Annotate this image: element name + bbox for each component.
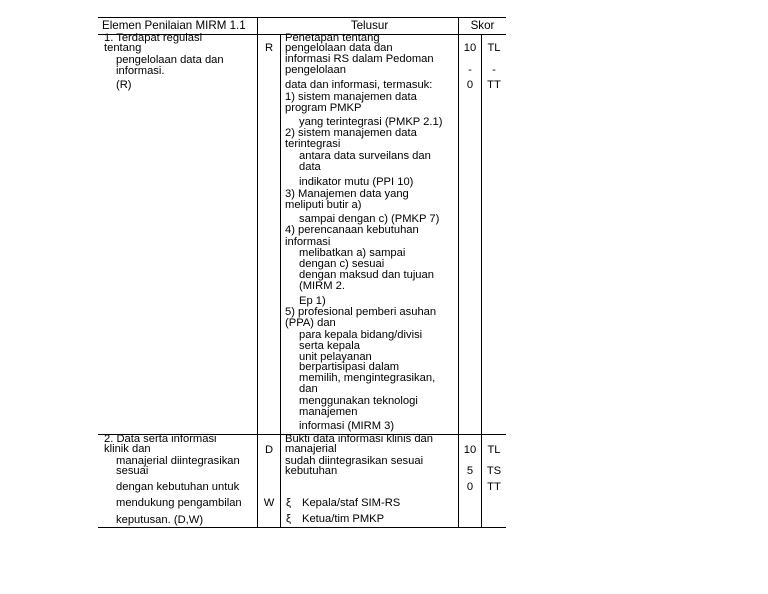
row1-score-value: - [468, 64, 472, 76]
row1-telusur-line: berpartisipasi dalam [299, 361, 400, 373]
row2-elemen-line: sesuai [116, 465, 149, 477]
row1-score-value: 0 [466, 79, 474, 91]
row2-method: W [263, 497, 275, 509]
row1-telusur-line: manajemen [299, 406, 358, 418]
row2-elemen-line: mendukung pengambilan [116, 497, 242, 509]
row1-telusur-line: (PPA) dan [285, 317, 336, 329]
row1-telusur-line: 1) sistem manajemen data [285, 91, 417, 103]
row2-score-value: 5 [466, 465, 474, 477]
row1-telusur-line: memilih, mengintegrasikan, [299, 372, 436, 384]
row1-telusur-line: antara data surveilans dan [299, 150, 431, 162]
row2-elemen-line: manajerial diintegrasikan [116, 455, 240, 467]
row1-elemen-line: tentang [104, 42, 142, 54]
column-divider-method [280, 34, 281, 528]
row1-telusur-line: 5) profesional pemberi asuhan [285, 306, 437, 318]
row1-elemen-line: informasi. [116, 65, 165, 77]
row2-method: D [264, 444, 274, 456]
row1-telusur-line: data [299, 161, 321, 173]
row1-telusur-line: dengan maksud dan tujuan [299, 269, 434, 281]
row1-elemen-line: pengelolaan data dan [116, 54, 224, 66]
row1-telusur-line: pengelolaan data dan [285, 42, 393, 54]
row1-telusur-line: Ep 1) [299, 295, 326, 307]
row1-telusur-line: menggunakan teknologi [299, 395, 418, 407]
row1-telusur-line: data dan informasi, termasuk: [285, 79, 433, 91]
bullet-icon: ξ [286, 497, 292, 509]
bullet-icon: ξ [286, 513, 292, 525]
row1-telusur-line: pengelolaan [285, 64, 346, 76]
row1-method: R [264, 42, 274, 54]
row1-telusur-line: terintegrasi [285, 138, 341, 150]
row1-elemen-line: 1. Terdapat regulasi [104, 32, 203, 44]
row1-telusur-line: indikator mutu (PPI 10) [299, 176, 414, 188]
row2-elemen-line: dengan kebutuhan untuk [116, 481, 240, 493]
row2-telusur-bullet: Ketua/tim PMKP [302, 513, 385, 525]
row1-telusur-line: sampai dengan c) (PMKP 7) [299, 213, 440, 225]
row1-telusur-line: serta kepala [299, 340, 360, 352]
row2-score-value: 10 [463, 444, 477, 456]
row1-score-value: 10 [463, 42, 477, 54]
row1-score-label: TL [487, 42, 501, 54]
row1-telusur-line: dengan c) sesuai [299, 258, 385, 270]
row1-telusur-line: 2) sistem manajemen data [285, 127, 417, 139]
row1-telusur-line: 4) perencanaan kebutuhan [285, 224, 419, 236]
header-elemen: Elemen Penilaian MIRM 1.1 [102, 19, 246, 32]
row1-telusur-line: (MIRM 2. [299, 280, 345, 292]
table-top-border [98, 17, 506, 18]
row2-telusur-bullet: Kepala/staf SIM-RS [302, 497, 401, 509]
row1-telusur-line: informasi RS dalam Pedoman [285, 53, 434, 65]
row2-telusur-line: kebutuhan [285, 465, 338, 477]
row1-telusur-line: para kepala bidang/divisi [299, 329, 423, 341]
row1-telusur-line: informasi (MIRM 3) [299, 420, 395, 432]
row2-score-label: TS [486, 465, 502, 477]
header-telusur: Telusur [350, 19, 389, 32]
row2-score-value: 0 [466, 481, 474, 493]
row1-telusur-line: program PMKP [285, 102, 362, 114]
row2-telusur-line: Bukti data informasi klinis dan [285, 433, 433, 445]
table-bottom-border [98, 527, 506, 528]
row1-telusur-line: unit pelayanan [299, 351, 372, 363]
row2-elemen-line: klinik dan [104, 443, 151, 455]
row1-telusur-line: 3) Manajemen data yang [285, 188, 409, 200]
row1-elemen-line: (R) [116, 79, 132, 91]
row1-telusur-line: meliputi butir a) [285, 199, 362, 211]
header-skor: Skor [470, 19, 495, 32]
row1-telusur-line: melibatkan a) sampai [299, 247, 406, 259]
row1-telusur-line: yang terintegrasi (PMKP 2.1) [299, 116, 443, 128]
row1-score-label: TT [487, 79, 501, 91]
row1-score-label: - [492, 64, 496, 76]
row2-telusur-line: manajerial [285, 443, 337, 455]
row2-score-label: TL [487, 444, 501, 456]
row1-telusur-line: dan [299, 383, 318, 395]
row2-score-label: TT [487, 481, 501, 493]
row2-elemen-line: keputusan. (D,W) [116, 514, 204, 526]
row1-telusur-line: informasi [285, 236, 331, 248]
row1-telusur-line: Penetapan tentang [285, 32, 380, 44]
row2-elemen-line: 2. Data serta informasi [104, 433, 217, 445]
row2-telusur-line: sudah diintegrasikan sesuai [285, 455, 424, 467]
